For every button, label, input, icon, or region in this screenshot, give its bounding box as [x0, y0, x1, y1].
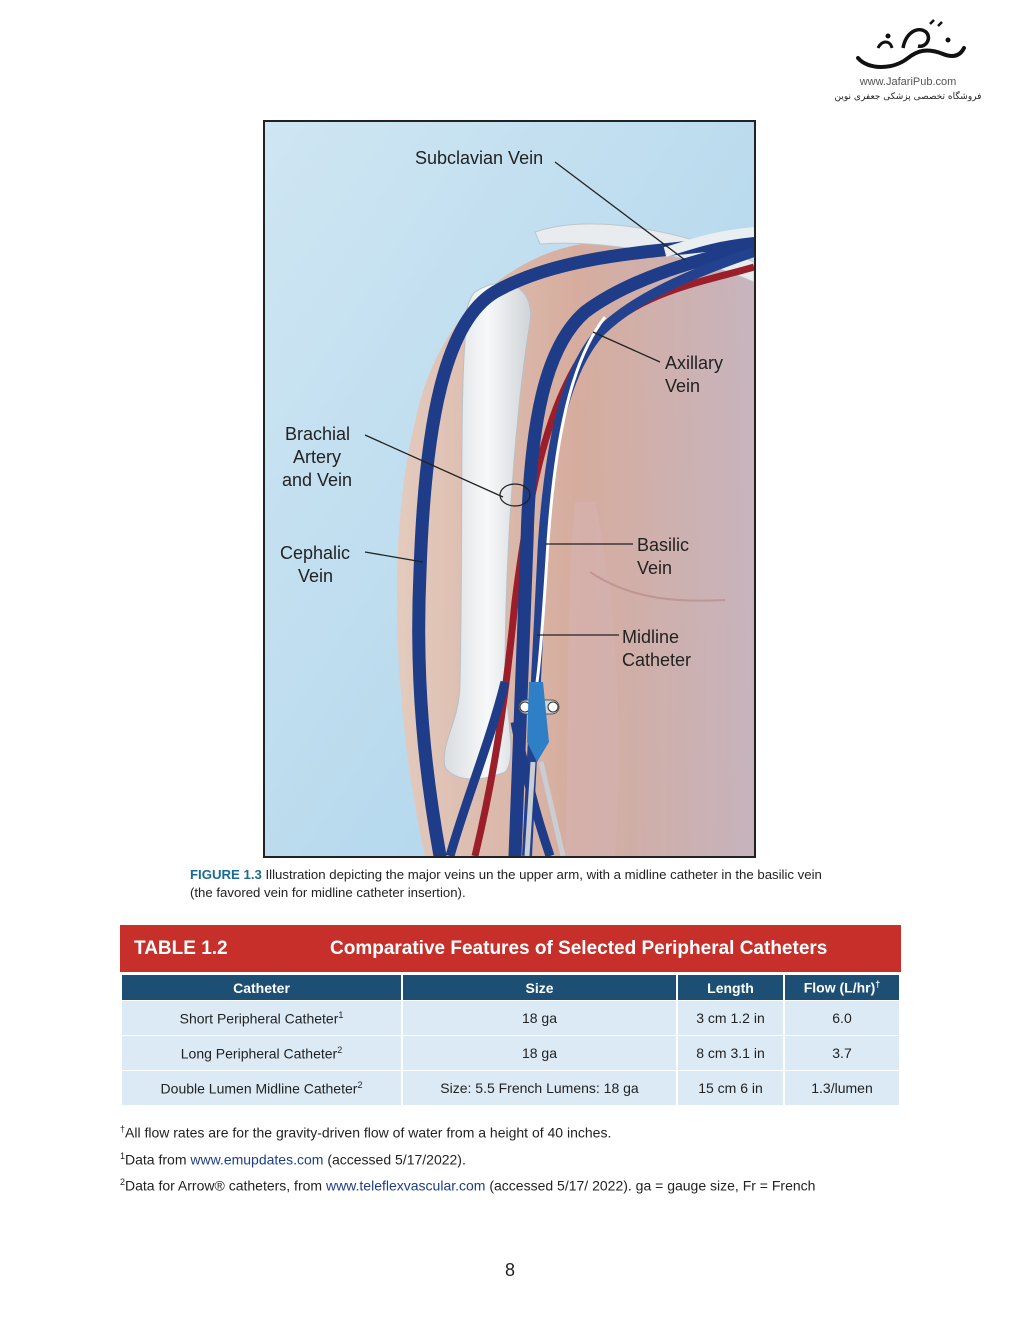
logo-tagline: فروشگاه تخصصی پزشکی جعفری نوین: [834, 92, 982, 102]
label-cephalic-line1: Cephalic: [280, 543, 351, 563]
label-subclavian-vein: Subclavian Vein: [415, 148, 544, 168]
table-row: [122, 1071, 899, 1105]
table-title-bar: [120, 925, 901, 972]
label-axillary-vein-line1: Axillary: [665, 353, 724, 373]
column-header-flow: Flow (L/hr)†: [785, 975, 899, 1000]
figure-caption-label: FIGURE 1.3: [190, 867, 262, 882]
cell-flow: 6.0: [785, 1001, 899, 1035]
footnote-2: $^2$Data for Arrow® catheters, from www.teleflexvascular.com (accessed 5/17/ 2022). ga = gauge size, Fr = French: [120, 1177, 816, 1194]
cell-size: 18 ga: [403, 1036, 676, 1070]
footnote-mark: 2: [337, 1044, 343, 1055]
cell-flow: 1.3/lumen: [785, 1071, 899, 1105]
label-brachial-line3: and Vein: [282, 470, 353, 490]
table-row: [122, 1001, 899, 1035]
label-axillary-vein-line2: Vein: [665, 376, 701, 396]
footnote-1: $^1$Data from www.emupdates.com (accessed 5/17/2022).: [120, 1150, 466, 1168]
table-title: Comparative Features of Selected Peripheral Catheters: [330, 938, 828, 959]
cell-catheter: Double Lumen Midline Catheter$^2$: [122, 1071, 401, 1105]
arm-veins-figure: [263, 120, 756, 858]
cell-length: 8 cm 3.1 in: [678, 1036, 783, 1070]
page-number: 8: [504, 1260, 515, 1280]
cell-size: 18 ga: [403, 1001, 676, 1035]
footnote-flow: †All flow rates are for the gravity-driven flow of water from a height of 40 inches.: [120, 1124, 612, 1141]
dagger-mark: †: [875, 979, 881, 990]
label-midline-line1: Midline: [622, 627, 680, 647]
label-cephalic-line2: Vein: [298, 566, 334, 586]
footnote-mark: 2: [357, 1079, 363, 1090]
teleflex-link[interactable]: www.teleflexvascular.com: [325, 1177, 486, 1194]
arm-illustration: [265, 122, 754, 856]
publisher-logo: [828, 18, 988, 118]
emupdates-link[interactable]: www.emupdates.com: [190, 1151, 324, 1168]
table-header-row: [122, 975, 899, 1000]
column-header-size: Size: [403, 975, 676, 1000]
table-number: TABLE 1.2: [134, 938, 228, 959]
label-brachial-line2: Artery: [293, 447, 342, 467]
catheter-comparison-table: [120, 974, 901, 1106]
label-basilic-line1: Basilic: [637, 535, 690, 555]
figure-caption: [190, 866, 840, 902]
calligraphy-logo-icon: [848, 18, 968, 74]
table-row: [122, 1036, 899, 1070]
label-midline-line2: Catheter: [622, 650, 692, 670]
cell-catheter: Long Peripheral Catheter$^2$: [122, 1036, 401, 1070]
label-brachial-line1: Brachial: [285, 424, 351, 444]
figure-caption-text: Illustration depicting the major veins un the upper arm, with a midline catheter in the basilic vein (the favored vein for midline catheter insertion).: [190, 867, 822, 900]
table-footnotes: [120, 1118, 901, 1198]
footnote-mark: 1: [338, 1009, 344, 1020]
cell-catheter: Short Peripheral Catheter$^1$: [122, 1001, 401, 1035]
cell-length: 3 cm 1.2 in: [678, 1001, 783, 1035]
column-header-length: Length: [678, 975, 783, 1000]
cell-size: Size: 5.5 French Lumens: 18 ga: [403, 1071, 676, 1105]
cell-length: 15 cm 6 in: [678, 1071, 783, 1105]
column-header-catheter: Catheter: [122, 975, 401, 1000]
cell-flow: 3.7: [785, 1036, 899, 1070]
logo-url: www.JafariPub.com: [859, 76, 957, 88]
label-basilic-line2: Vein: [637, 558, 673, 578]
